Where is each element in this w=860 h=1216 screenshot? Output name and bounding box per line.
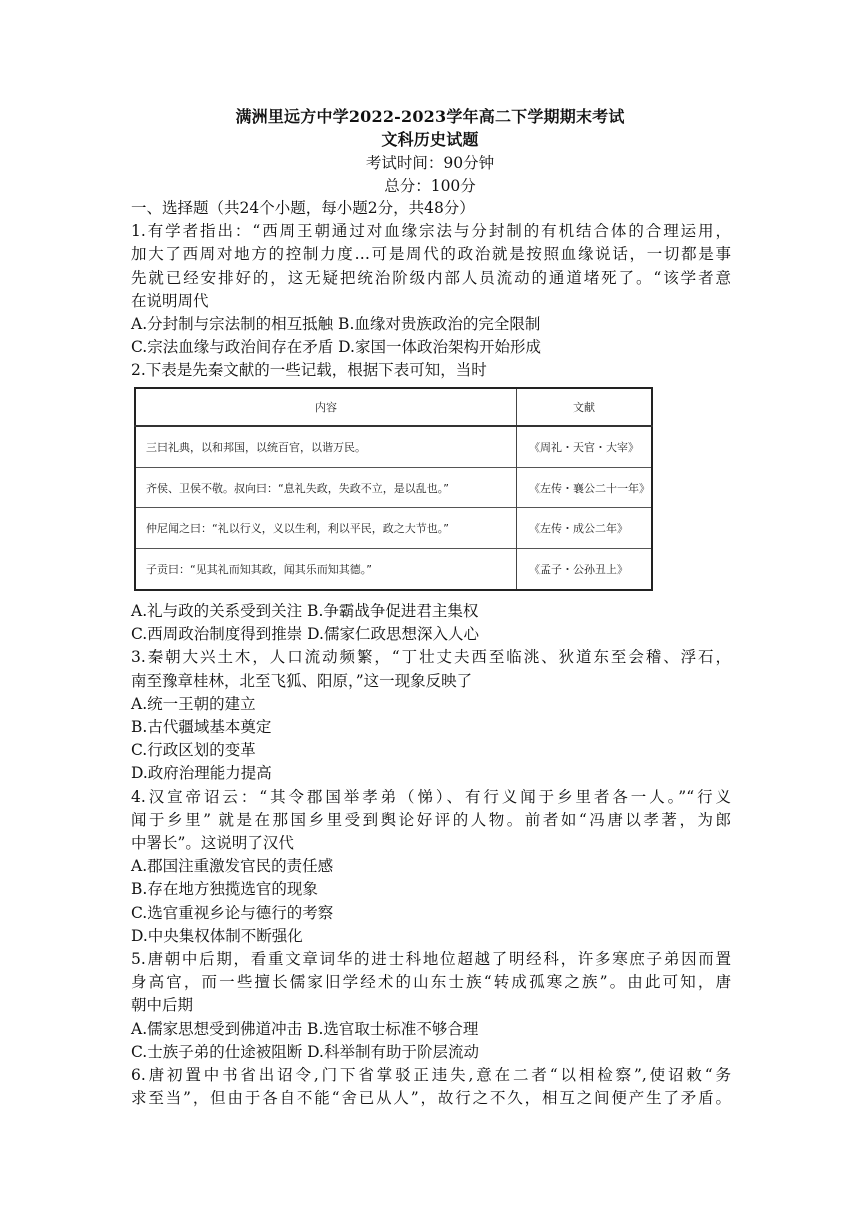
q1-line: 1.有学者指出：“西周王朝通过对血缘宗法与分封制的有机结合体的合理运用， [131,222,731,241]
q1-option: A.分封制与宗法制的相互抵触 B.血缘对贵族政治的完全限制 [131,315,541,334]
q3-option: B.古代疆域基本奠定 [131,718,272,737]
table-header-row [135,388,652,426]
table-cell-source: 《左传・成公二年》 [517,508,653,548]
section-heading: 一、选择题（共24个小题，每小题2分，共48分） [131,199,475,217]
table-header-source: 文献 [517,388,653,426]
q4-option: A.郡国注重激发官民的责任感 [131,857,334,876]
q5-line: 朝中后期 [131,996,194,1015]
q3-option: D.政府治理能力提高 [131,764,272,783]
exam-subtitle: 文科历史试题 [381,130,479,149]
table-cell-source: 《左传・襄公二十一年》 [517,468,653,508]
table-row [135,508,652,548]
q4-option: C.选官重视乡论与德行的考察 [131,903,334,922]
q4-line: 4.汉宣帝诏云：“其令郡国举孝弟（悌）、有行义闻于乡里者各一人。”“行义 [131,787,731,806]
q3-option: C.行政区划的变革 [131,741,256,760]
table-cell-content: 三曰礼典，以和邦国，以统百官，以谐万民。 [135,426,517,468]
q4-option: B.存在地方独揽选官的现象 [131,880,318,899]
q3-option: A.统一王朝的建立 [131,694,256,713]
question-block-1 [131,197,731,383]
table-row [135,426,652,468]
q4-line: 中署长”。这说明了汉代 [131,834,294,853]
q1-line: 先就已经安排好的，这无疑把统治阶级内部人员流动的通道堵死了。“该学者意 [131,268,731,287]
q2-source-table [134,387,653,591]
q4-line: 闻于乡里” 就是在那国乡里受到舆论好评的人物。前者如“冯唐以孝著，为郎 [131,810,731,829]
q4-option: D.中央集权体制不断强化 [131,926,303,945]
table-row [135,548,652,590]
q1-line: 加大了西周对地方的控制力度…可是周代的政治就是按照血缘说话，一切都是事 [131,245,731,264]
table-cell-content: 仲尼闻之曰：“礼以行义，义以生利，利以平民，政之大节也。” [135,508,517,548]
q1-line: 在说明周代 [131,291,209,310]
q5-line: 5.唐朝中后期，看重文章词华的进士科地位超越了明经科，许多寒庶子弟因而置 [131,950,731,969]
q6-line: 求至当”，但由于各自不能“舍已从人”，故行之不久，相互之间便产生了矛盾。 [131,1089,731,1108]
exam-title: 满洲里远方中学2022-2023学年高二下学期期末考试 [235,107,625,126]
exam-time: 考试时间：90分钟 [365,154,495,172]
table-cell-content: 齐侯、卫侯不敬。叔向曰：“息礼失政，失政不立，是以乱也。” [135,468,517,508]
q6-line: 6.唐初置中书省出诏令,门下省掌驳正违失,意在二者“以相检察”,使诏敕“务 [131,1066,731,1085]
q5-line: 身高官，而一些擅长儒家旧学经术的山东士族“转成孤寒之族”。由此可知，唐 [131,973,731,992]
q3-line: 南至豫章桂林，北至飞狐、阳原，”这一现象反映了 [131,671,473,690]
q2-option: A.礼与政的关系受到关注 B.争霸战争促进君主集权 [131,602,479,620]
table-header-content: 内容 [135,388,517,426]
q1-option: C.宗法血缘与政治间存在矛盾 D.家国一体政治架构开始形成 [131,338,541,357]
q5-option: C.士族子弟的仕途被阻断 D.科举制有助于阶层流动 [131,1042,479,1061]
table-row [135,468,652,508]
q5-option: A.儒家思想受到佛道冲击 B.选官取士标准不够合理 [131,1019,479,1038]
exam-total-score: 总分：100分 [384,177,476,195]
table-cell-content: 子贡曰：“见其礼而知其政，闻其乐而知其德。” [135,548,517,590]
table-cell-source: 《孟子・公孙丑上》 [517,548,653,590]
q2-option: C.西周政治制度得到推崇 D.儒家仁政思想深入人心 [131,625,479,644]
question-block-2 [131,600,731,1110]
table-cell-source: 《周礼・天官・大宰》 [517,426,653,468]
q2-stem: 2.下表是先秦文献的一些记载，根据下表可知，当时 [131,361,487,380]
q3-line: 3.秦朝大兴土木，人口流动频繁，“丁壮丈夫西至临洮、狄道东至会稽、浮石， [131,648,731,667]
